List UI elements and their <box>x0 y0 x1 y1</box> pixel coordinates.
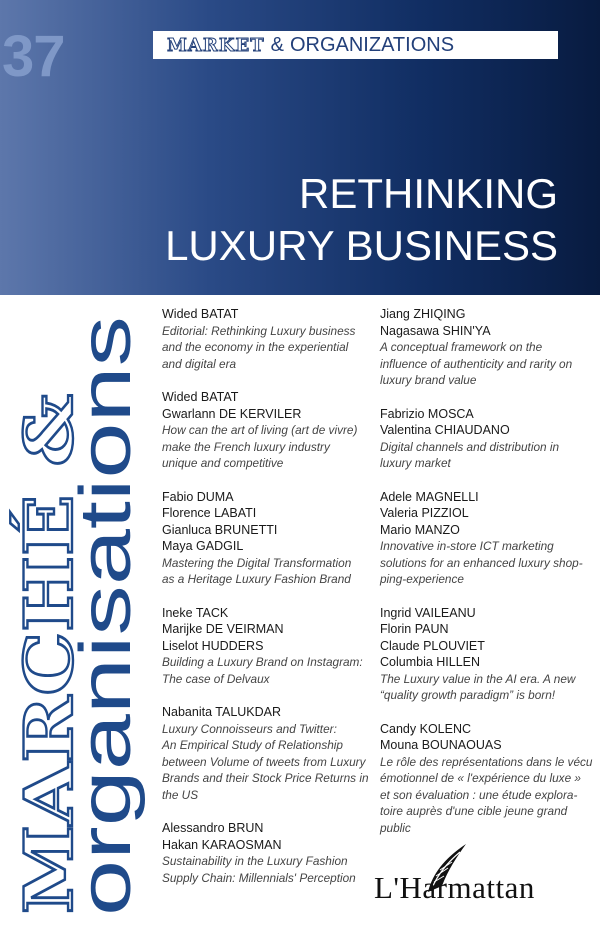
entry-title-line: ping-experience <box>380 572 464 586</box>
contents-entry <box>162 389 382 472</box>
contents-entry <box>162 820 382 886</box>
entry-author: Ineke TACK <box>162 605 229 620</box>
entry-title-line: The Luxury value in the AI era. A new <box>380 671 576 686</box>
entry-author: Wided BATAT <box>162 307 239 321</box>
contents-entry <box>162 489 382 588</box>
entry-title-line: public <box>380 820 411 835</box>
entry-author: Mario MANZO <box>380 522 460 537</box>
entry-author: Florin PAUN <box>380 622 449 636</box>
entry-author: Liselot HUDDERS <box>162 638 264 653</box>
entry-author: Florence LABATI <box>162 506 257 520</box>
entry-author: Candy KOLENC <box>380 721 472 736</box>
entry-title-line: Le rôle des représentations dans le vécu <box>380 754 593 769</box>
contents-entry <box>162 704 382 803</box>
entry-title-line: Building a Luxury Brand on Instagram: <box>162 655 363 669</box>
entry-title-line: unique and competitive <box>162 456 284 470</box>
entry-author: Adele MAGNELLI <box>380 489 479 504</box>
entry-title-line: Sustainability in the Luxury Fashion <box>162 854 348 868</box>
entry-author: Nabanita TALUKDAR <box>162 705 282 719</box>
entry-author: Claude PLOUVIET <box>380 638 485 653</box>
entry-author: Marijke DE VEIRMAN <box>162 622 284 636</box>
entry-title-line: Digital channels and distribution in <box>380 439 560 454</box>
entry-author: Fabrizio MOSCA <box>380 406 474 421</box>
right-contents-column <box>380 306 600 853</box>
entry-title-line: Innovative in-store ICT marketing <box>380 539 554 553</box>
series-banner <box>153 31 558 59</box>
contents-entry <box>162 605 382 688</box>
entry-author: Valeria PIZZIOL <box>380 506 469 520</box>
entry-author: Maya GADGIL <box>162 539 244 553</box>
journal-logo <box>6 300 146 920</box>
entry-author: Gianluca BRUNETTI <box>162 522 278 537</box>
contents-entry <box>380 406 600 472</box>
entry-title-line: Brands and their Stock Price Returns in <box>162 771 369 785</box>
entry-title-line: toire auprès d'une cible jeune grand <box>380 804 568 818</box>
entry-title-line: influence of authenticity and rarity on <box>380 356 573 371</box>
entry-title-line: Luxury Connoisseurs and Twitter: <box>162 721 337 736</box>
entry-author: Mouna BOUNAOUAS <box>380 738 502 752</box>
entry-title-line: make the French luxury industry <box>162 439 330 454</box>
series-ampersand: & <box>270 33 284 56</box>
entry-title-line: “quality growth paradigm” is born! <box>380 688 556 702</box>
header-band <box>0 0 600 295</box>
entry-title-line: émotionnel de « l'expérience du luxe » <box>380 771 581 785</box>
entry-author: Columbia HILLEN <box>380 655 481 669</box>
entry-title-line: the US <box>162 787 199 802</box>
series-name-outline: MARKET <box>167 34 265 56</box>
entry-title-line: et son évaluation : une étude explora- <box>380 787 578 802</box>
entry-title-line: solutions for an enhanced luxury shop- <box>380 555 583 570</box>
entry-title-line: Supply Chain: Millennials' Perception <box>162 870 356 885</box>
entry-title-line: luxury brand value <box>380 373 477 387</box>
entry-author: Alessandro BRUN <box>162 821 264 835</box>
entry-author: Nagasawa SHIN'YA <box>380 323 491 338</box>
entry-title-line: Mastering the Digital Transformation <box>162 555 352 570</box>
issue-number: 37 <box>2 24 65 89</box>
series-name-plain: ORGANIZATIONS <box>289 33 455 56</box>
entry-author: Gwarlann DE KERVILER <box>162 406 302 421</box>
entry-title-line: Editorial: Rethinking Luxury business <box>162 323 356 338</box>
journal-logo-line-2: organisations <box>66 487 146 916</box>
contents-entry <box>380 489 600 588</box>
issue-title <box>165 168 558 272</box>
left-contents-column <box>162 306 382 903</box>
entry-author: Valentina CHIAUDANO <box>380 423 510 437</box>
entry-title-line: The case of Delvaux <box>162 671 270 686</box>
entry-title-line: and the economy in the experiential <box>162 340 349 354</box>
journal-logo-line-1: MARCHÉ & <box>10 487 88 914</box>
publisher-name: L'Harmattan <box>374 870 535 905</box>
entry-title-line: A conceptual framework on the <box>380 340 543 354</box>
entry-title-line: as a Heritage Luxury Fashion Brand <box>162 572 351 586</box>
entry-title-line: An Empirical Study of Relationship <box>162 738 343 752</box>
entry-author: Fabio DUMA <box>162 489 234 504</box>
contents-entry <box>162 306 382 372</box>
publisher-logo <box>372 842 567 912</box>
entry-title-line: How can the art of living (art de vivre) <box>162 423 358 437</box>
issue-title-line-1: RETHINKING <box>298 170 558 217</box>
entry-title-line: between Volume of tweets from Luxury <box>162 754 366 769</box>
contents-entry <box>380 721 600 837</box>
entry-title-line: luxury market <box>380 456 451 470</box>
entry-author: Hakan KARAOSMAN <box>162 837 282 852</box>
contents-entry <box>380 306 600 389</box>
entry-author: Jiang ZHIQING <box>380 307 466 321</box>
issue-title-line-2: LUXURY BUSINESS <box>165 222 558 269</box>
entry-author: Ingrid VAILEANU <box>380 605 476 620</box>
entry-author: Wided BATAT <box>162 390 239 404</box>
contents-entry <box>380 605 600 704</box>
entry-title-line: and digital era <box>162 356 237 371</box>
